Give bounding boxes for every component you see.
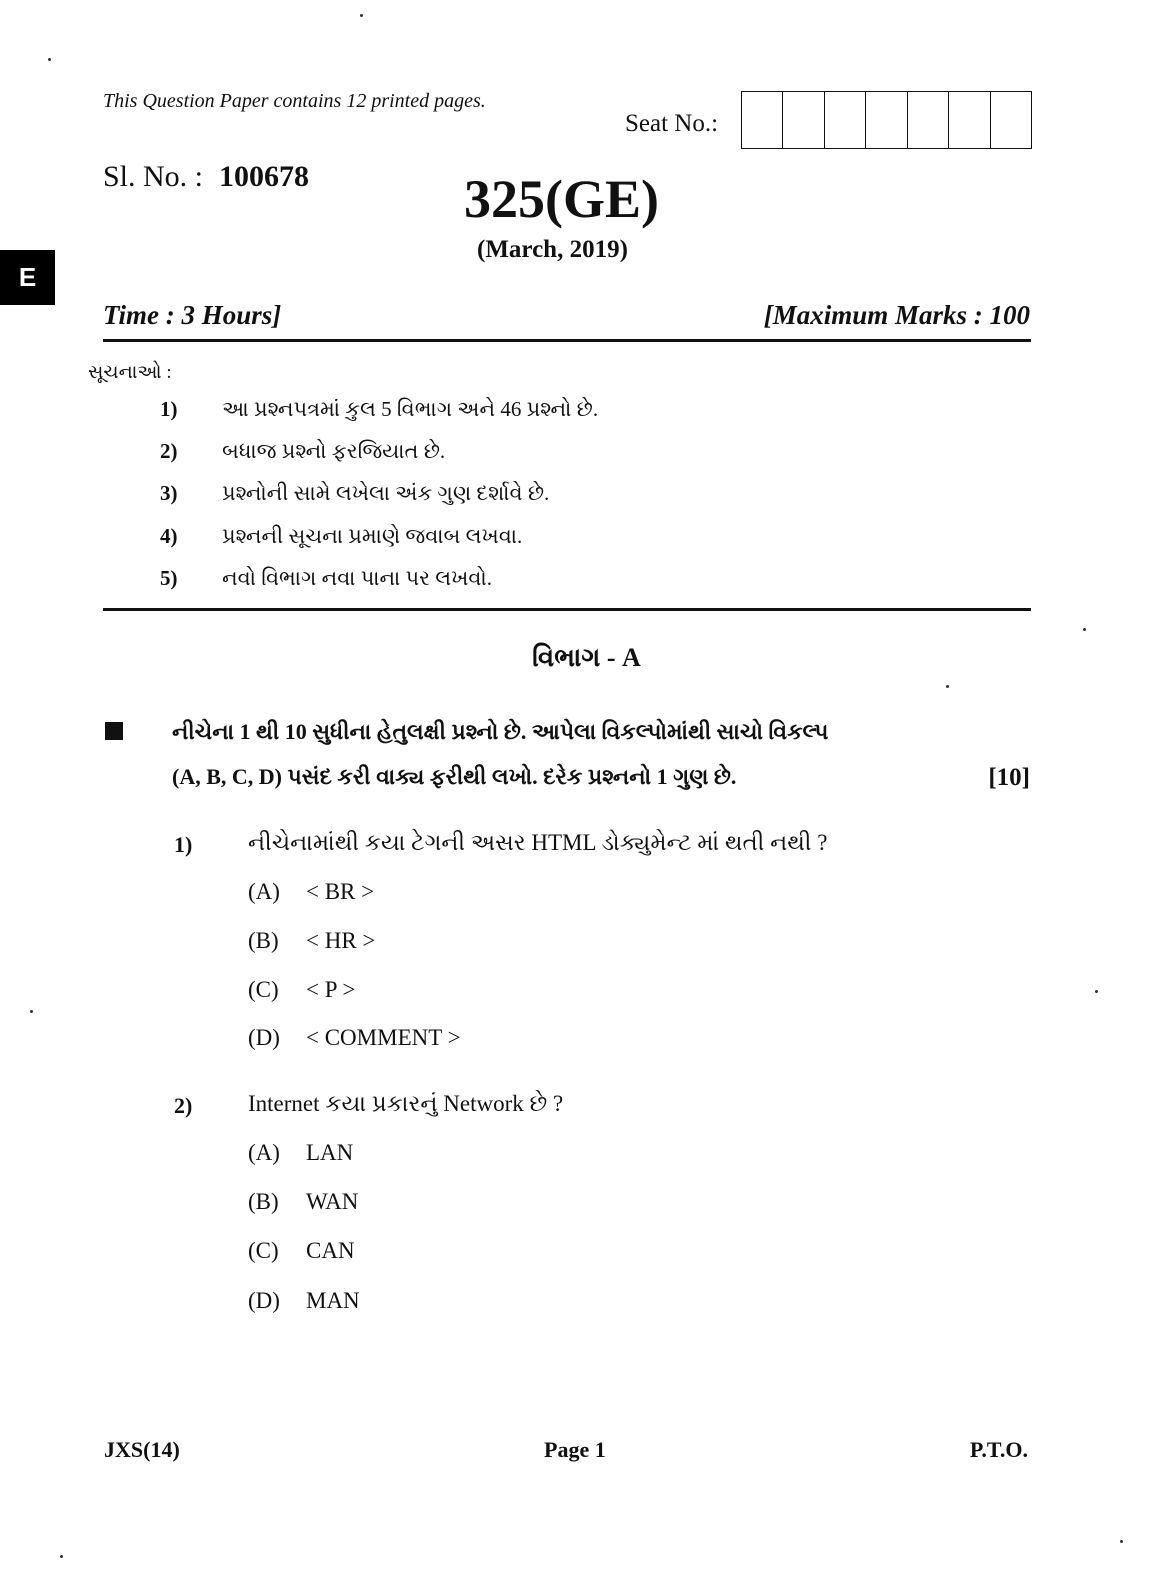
instruction-number: 2) [160,439,178,463]
instruction-item [160,566,492,591]
seat-digit-box [949,92,990,148]
page-count-note: This Question Paper contains 12 printed pages. [103,90,486,112]
option-text: < COMMENT > [306,1025,461,1050]
page-number: Page 1 [544,1437,606,1462]
option-label: (A) [248,1140,280,1165]
exam-date: (March, 2019) [477,236,628,263]
instruction-item [160,397,598,422]
option-text: MAN [306,1288,360,1313]
option-label: (A) [248,879,280,904]
option-label: (B) [248,928,279,953]
instruction-number: 4) [160,524,178,548]
section-title: વિભાગ - A [532,643,641,672]
seat-digit-box [742,92,783,148]
section-marks: [10] [988,764,1030,791]
seat-number-boxes [741,91,1032,149]
scan-speck [1120,1540,1123,1543]
option-text: < HR > [306,928,376,953]
instruction-item [160,524,522,549]
option-item [248,1238,355,1264]
seat-number-label: Seat No.: [625,110,719,137]
option-item [248,1025,461,1051]
instructions-divider [103,608,1031,611]
paper-code: 325(GE) [464,169,659,229]
question-number: 2) [174,1093,193,1118]
option-item [248,1189,358,1215]
instruction-item [160,439,445,464]
scan-speck [1083,628,1086,631]
seat-digit-box [825,92,866,148]
serial-label: Sl. No. : [103,160,204,193]
instruction-number: 3) [160,481,178,505]
option-label: (B) [248,1189,279,1214]
instructions-heading: સૂચનાઓ : [88,362,172,383]
scan-speck [360,14,363,17]
option-label: (C) [248,1238,279,1263]
option-label: (D) [248,1025,280,1050]
instruction-text: પ્રશ્નની સૂચના પ્રમાણે જવાબ લખવા. [222,524,523,548]
instruction-text: નવો વિભાગ નવા પાના પર લખવો. [222,566,492,590]
maximum-marks: [Maximum Marks : 100 [763,300,1030,330]
scan-speck [30,1010,33,1013]
square-bullet-icon [105,722,123,740]
instruction-text: બધાજ પ્રશ્નો ફરજિયાત છે. [222,439,446,463]
side-tab-marker: E [0,250,55,305]
exam-duration: Time : 3 Hours] [103,300,282,330]
section-direction-line2: (A, B, C, D) પસંદ કરી વાક્ય ફરીથી લખો. દરેક પ્રશ્નનો 1 ગુણ છે. [172,764,737,789]
seat-digit-box [783,92,824,148]
option-text: < BR > [306,879,375,904]
option-label: (D) [248,1288,280,1313]
option-item [248,977,355,1003]
scan-speck [946,685,949,688]
seat-digit-box [908,92,949,148]
seat-digit-box [991,92,1031,148]
option-item [248,879,374,905]
serial-number [103,160,309,194]
section-direction-line1: નીચેના 1 થી 10 સુધીના હેતુલક્ષી પ્રશ્નો છે. આપેલા વિકલ્પોમાંથી સાચો વિકલ્પ [172,719,829,744]
question-text: નીચેનામાંથી કયા ટેગની અસર HTML ડોક્યુમેન્ટ માં થતી નથી ? [248,830,828,855]
serial-value: 100678 [219,160,310,193]
option-text: CAN [306,1238,355,1263]
instruction-number: 5) [160,566,178,590]
instruction-text: આ પ્રશ્નપત્રમાં કુલ 5 વિભાગ અને 46 પ્રશ્નો છે. [222,397,599,421]
please-turn-over: P.T.O. [969,1437,1028,1462]
footer-code: JXS(14) [104,1437,180,1462]
option-label: (C) [248,977,279,1002]
option-item [248,1140,353,1166]
scan-speck [48,58,51,61]
instruction-item [160,481,549,506]
instruction-text: પ્રશ્નોની સામે લખેલા અંક ગુણ દર્શાવે છે. [222,481,550,505]
option-text: WAN [306,1189,359,1214]
seat-digit-box [866,92,907,148]
header-divider [103,339,1031,342]
question-number: 1) [174,832,193,857]
option-item [248,1288,360,1314]
scan-speck [1095,990,1098,993]
option-item [248,928,375,954]
option-text: < P > [306,977,356,1002]
question-text: Internet કયા પ્રકારનું Network છે ? [248,1091,564,1116]
instruction-number: 1) [160,397,178,421]
option-text: LAN [306,1140,354,1165]
scan-speck [60,1555,63,1558]
